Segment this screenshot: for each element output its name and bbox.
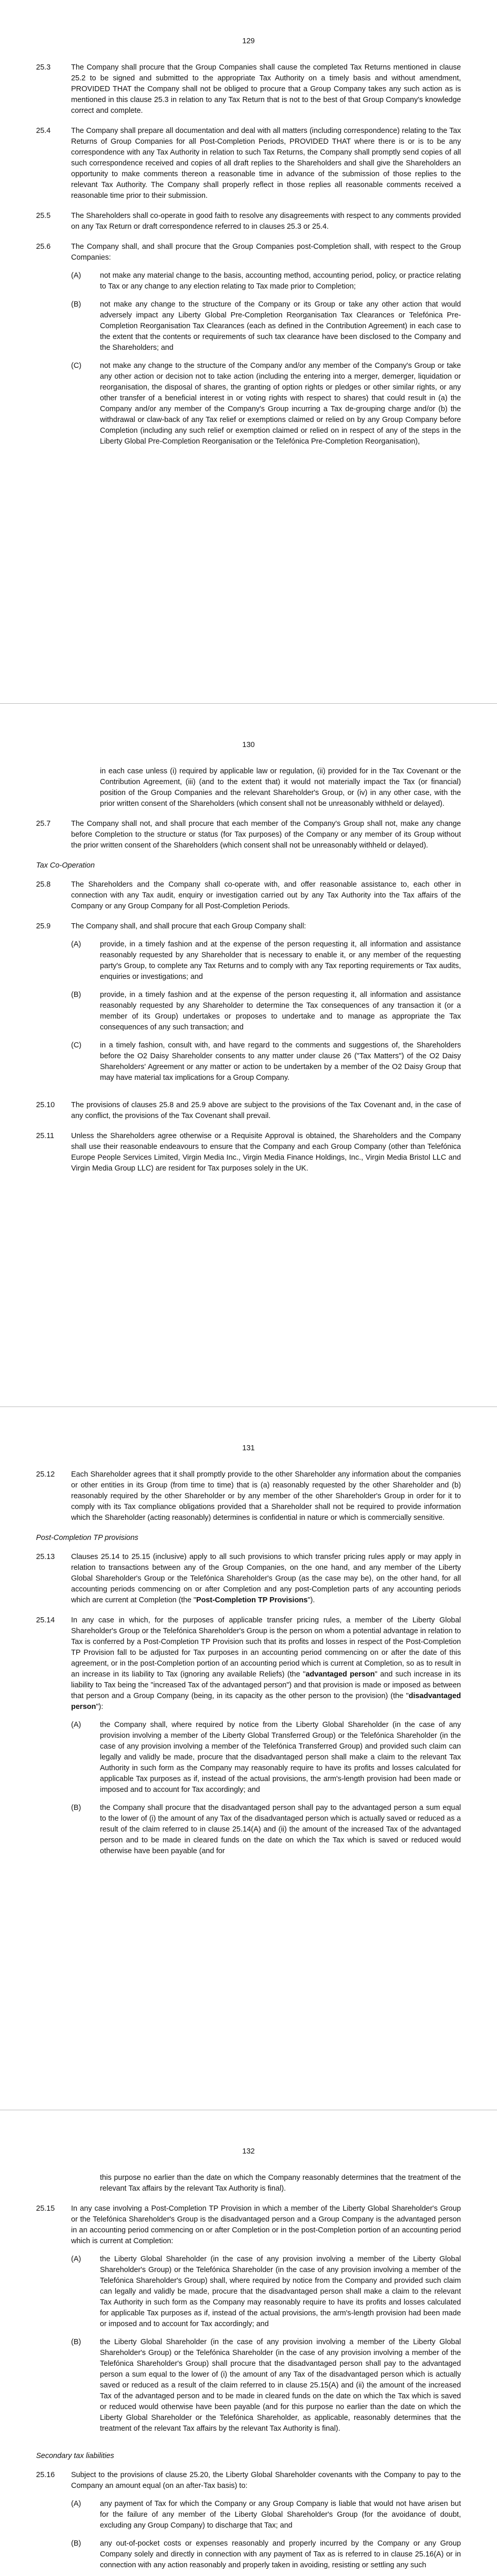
- clause-text: Each Shareholder agrees that it shall promptly provide to the other Shareholder any information about the companies or other entities in its Group (from time to time) that is (a) reasonably requested by the other Shareholder and (b) reasonably required by the other Shareholder or by any member of the other Shareholder's Group in order for it to comply with its Tax compliance obligations provided that a Shareholder shall not be required to provide information which the Shareholder (acting reasonably) determines is confidential in nature or which is commercially sensitive.: [71, 1470, 461, 1522]
- sub-clause-label: (A): [71, 2255, 81, 2263]
- sub-clause-text: not make any change to the structure of the Company and/or any member of the Company's Group or take any other action or decision not to take action (including the entering into a merger, demerger, liquidation or reorganisation, the disposal of shares, the granting of option rights or pledges or other similar rights, or any other transfer of a beneficial interest in or voting rights with respect to shares) that could result in (a) the Company and/or any member of the Company's Group incurring a Tax de-grouping charge and/or (b) the withdrawal or claw-back of any Tax relief or exemptions claimed or relied on by any Group Company before Completion (including any such relief or exemption claimed or relied on in respect of any of the steps in the Liberty Global Pre-Completion Reorganisation or the Telefónica Pre-Completion Reorganisation),: [100, 362, 461, 446]
- clause-number: 25.9: [36, 922, 51, 930]
- clause-text-part: Clauses 25.14 to 25.15 (inclusive) apply to all such provisions to which transfer pricing rules apply or may apply in relation to transactions between any of the Group Companies, on the one hand, and any member of the Liberty Global Shareholder's Group or the Telefónica Shareholder's Group (as the case may be), on the other hand, for all accounting periods commencing on or after Completion and any post-Completion parts of any accounting periods which are current at Completion (the ": [71, 1553, 461, 1604]
- sub-clause-text: not make any change to the structure of the Company or its Group or take any other action that would adversely impact any Liberty Global Pre-Completion Reorganisation Tax Clearances or Telefónica Pre-Completion Reorganisation Tax Clearances (each as defined in the Contribution Agreement) in each case to the extent that the contents or requirements of such tax clearance have been disclosed to the Company and the Shareholders; and: [100, 300, 461, 352]
- clause-number: 25.10: [36, 1101, 55, 1109]
- section-heading: Post-Completion TP provisions: [36, 1534, 139, 1542]
- clause-intro: The Company shall, and shall procure that the Group Companies post-Completion shall, with respect to the Group Companies:: [71, 243, 461, 262]
- sub-clause-label: (A): [71, 1721, 81, 1729]
- clause-intro: In any case involving a Post-Completion TP Provision in which a member of the Liberty Global Shareholder's Group or the Telefónica Shareholder's Group is the disadvantaged person and a Group Company is the advantaged person in an accounting period commencing on or after Completion or in the post-Completion portion of an accounting period which is current at Completion:: [71, 2205, 461, 2245]
- document-page: [0, 1406, 497, 2110]
- sub-clause: [71, 990, 461, 1033]
- defined-term: Post-Completion TP Provisions: [196, 1596, 308, 1604]
- sub-clause: [71, 939, 461, 982]
- sub-clause-label: (C): [71, 362, 82, 370]
- sub-clause-label: (C): [71, 1041, 82, 1049]
- sub-clause-text: provide, in a timely fashion and at the expense of the person requesting it, all information and assistance reasonably requested by any Shareholder that is necessary to enable it, or any member of the requesting party's Group, to complete any Tax Returns and to comply with any Tax reporting requirements or Tax audits, enquiries or investigations; and: [100, 940, 461, 981]
- clause-text-part: " and such increase in its liability to Tax being the "increased Tax of the advantaged person") and that provision is made or imposed as between that person and a Group Company (being, in its capacity as the other person to the provision) (the ": [71, 1670, 461, 1700]
- clause-text: [71, 1615, 461, 1864]
- clause-number: 25.14: [36, 1616, 55, 1624]
- clause-number: 25.7: [36, 820, 51, 828]
- clause-text: The provisions of clauses 25.8 and 25.9 above are subject to the provisions of the Tax Covenant and, in the case of any conflict, the provisions of the Tax Covenant shall prevail.: [71, 1101, 461, 1120]
- clause-text-part: "):: [96, 1703, 104, 1711]
- sub-clause-label: (B): [71, 300, 81, 309]
- clause: [36, 2470, 461, 2576]
- sub-clause: [71, 2254, 461, 2330]
- page-number: 130: [242, 741, 255, 749]
- page-number: 132: [242, 2147, 255, 2156]
- sub-clause: [71, 1720, 461, 1795]
- clause-text: The Company shall procure that the Group Companies shall cause the completed Tax Returns mentioned in clause 25.2 to be signed and submitted to the appropriate Tax Authority on a timely basis and without amendment, PROVIDED THAT the Company shall not be obliged to procure that a Group Company takes any such action as is mentioned in this clause 25.3 in relation to any Tax Return that is not to the best of that Group Company's knowledge correct and complete.: [71, 63, 461, 115]
- sub-clause-label: (A): [71, 2500, 81, 2508]
- clause-text: The Shareholders and the Company shall co-operate with, and offer reasonable assistance to, each other in connection with any Tax audit, enquiry or investigation carried out by any Tax Authority into the Tax affairs of the Company or any Group Company for all Post-Completion Periods.: [71, 880, 461, 910]
- clause: [36, 1100, 461, 1122]
- clause-text: Unless the Shareholders agree otherwise or a Requisite Approval is obtained, the Shareholders and the Company shall use their reasonable endeavours to ensure that the Company and each Group Company (other than Telefónica Europe People Services Limited, Virgin Media Inc., Virgin Media Finance Holdings, Inc., Virgin Media Bristol LLC and Virgin Media Group LLC) are resident for Tax purposes solely in the UK.: [71, 1132, 461, 1173]
- clause-text: The Company shall not, and shall procure that each member of the Company's Group shall not, make any change before Completion to the structure or status (for Tax purposes) of the Company or any member of its Group without the prior written consent of the Shareholders (which consent shall not be unreasonably withheld or delayed).: [71, 820, 461, 850]
- page-number: 131: [242, 1444, 255, 1452]
- clause-number: 25.6: [36, 243, 51, 251]
- sub-clause: [71, 2499, 461, 2531]
- clause-number: 25.11: [36, 1132, 55, 1140]
- continuation-text: in each case unless (i) required by applicable law or regulation, (ii) provided for in the Tax Covenant or the Contribution Agreement, (iii) (and to the extent that) it would not materially impact the Tax (or financial) position of the Group Companies and the relevant Shareholder's Group, or (iv) in any other case, with the prior written consent of the Shareholders (which consent shall not be unreasonably withheld or delayed).: [100, 767, 461, 808]
- clause-number: 25.12: [36, 1470, 55, 1479]
- sub-clause: [71, 2337, 461, 2434]
- defined-term: disadvantaged person: [71, 1692, 461, 1711]
- clause-text: [71, 921, 461, 1091]
- clause-number: 25.13: [36, 1553, 55, 1561]
- sub-clause: [71, 361, 461, 447]
- clause: [36, 2204, 461, 2442]
- section-heading: Secondary tax liabilities: [36, 2452, 114, 2460]
- sub-clause: [71, 270, 461, 292]
- clause-text: [71, 1552, 461, 1606]
- clause-intro: The Company shall, and shall procure that each Group Company shall:: [71, 922, 306, 930]
- clause: [36, 1131, 461, 1174]
- sub-clause-text: any out-of-pocket costs or expenses reasonably and properly incurred by the Company or any Group Company solely and directly in connection with any payment of Tax as is referred to in clause 25.16(A) or in connection with any action reasonably and properly taken in avoiding, resisting or settling any such: [100, 2539, 461, 2569]
- clause-text: The Company shall prepare all documentation and deal with all matters (including correspondence) relating to the Tax Returns of Group Companies for all Post-Completion Periods, PROVIDED THAT where there is or is to be any correspondence with any Tax Authority in relation to such Tax Returns, the Company shall promptly send copies of all such correspondence received and copies of all draft replies to the Shareholders and shall give the Shareholders an opportunity to make comments thereon a reasonable time in advance of the submission of those replies to the relevant Tax Authority. The Company shall properly reflect in those replies all reasonable comments received a reasonable time prior to their submission.: [71, 127, 461, 200]
- document-page: [0, 2110, 497, 2576]
- sub-clause: [71, 1040, 461, 1083]
- clause: [36, 1615, 461, 1864]
- sub-clause-text: the Company shall procure that the disadvantaged person shall pay to the advantaged person a sum equal to the lower of (i) the amount of any Tax of the disadvantaged person which is actually saved or reduced as a result of the claim referred to in clause 25.14(A) and (ii) the amount of the increased Tax of the advantaged person and to be made in cleared funds on the date on which the Tax which is saved or reduced would otherwise have been payable (and for: [100, 1804, 461, 1855]
- section-heading: Tax Co-Operation: [36, 861, 95, 870]
- clause-text-part: In any case in which, for the purposes of applicable transfer pricing rules, a member of the Liberty Global Shareholder's Group or the Telefónica Shareholder's Group is the person on whom a potential advantage in relation to Tax is conferred by a Post-Completion TP Provision such that its profits and losses in respect of the Post-Completion TP Provision fall to be adjusted for Tax purposes in an accounting period commencing on or after the date of this agreement, or in the post-Completion portion of an accounting period which is current at Completion, so as to result in an increase in its liability to Tax (ignoring any available Reliefs) (the ": [71, 1616, 461, 1679]
- sub-clause-label: (B): [71, 2338, 81, 2346]
- clause: [36, 819, 461, 851]
- clause: [36, 211, 461, 232]
- clause-number: 25.8: [36, 880, 51, 889]
- defined-term: advantaged person: [305, 1670, 375, 1679]
- sub-clause-text: provide, in a timely fashion and at the expense of the person requesting it, all information and assistance reasonably requested by any Shareholder to determine the Tax consequences of any transaction it (or a member of its Group) undertakes or proposes to undertake and to manage as appropriate the Tax consequences of any such transaction; and: [100, 991, 461, 1031]
- clause-text: The Shareholders shall co-operate in good faith to resolve any disagreements with respect to any comments provided on any Tax Return or draft correspondence referred to in clauses 25.3 or 25.4.: [71, 212, 461, 231]
- clause: [36, 1552, 461, 1606]
- sub-clause-label: (A): [71, 272, 81, 280]
- sub-clause-text: not make any material change to the basis, accounting method, accounting period, policy, or practice relating to Tax or any change to any election relating to Tax made prior to Completion;: [100, 272, 461, 291]
- clause: [36, 242, 461, 454]
- clause-text: [71, 242, 461, 454]
- sub-clause-text: the Company shall, where required by notice from the Liberty Global Shareholder (in the case of any provision involving a member of the Liberty Global Transferred Group) or the Telefónica Shareholder (in the case of any provision involving a member of the Telefónica Transferred Group) and provided such claim can legally and validly be made, procure that the disadvantaged person shall make a claim to the relevant Tax Authority in such form as the Company may reasonably require to have its profits and losses calculated for applicable Tax purposes as if, instead of the actual provisions, the arm's-length provision had been made or imposed and to account for Tax accordingly; and: [100, 1721, 461, 1794]
- clause-text: [71, 2204, 461, 2442]
- document-page: [0, 0, 497, 703]
- sub-clause: [71, 1803, 461, 1857]
- sub-clause-text: the Liberty Global Shareholder (in the case of any provision involving a member of the Liberty Global Shareholder's Group) or the Telefónica Shareholder (in the case of any provision involving a member of the Telefónica Shareholder's Group) shall procure that the disadvantaged person shall pay to the advantaged person a sum equal to the lower of (i) the amount of any Tax of the disadvantaged person which is actually saved or reduced as a result of the claim referred to in clause 25.15(A) and (ii) the amount of the increased Tax of the advantaged person and to be made in cleared funds on the date on which the Tax which is saved or reduced would otherwise have been payable (and for this purpose no earlier than the date on which the Liberty Global Shareholder or the Telefónica Shareholder, as applicable, reasonably determines that the treatment of the relevant Tax affairs by the relevant Tax Authority is final).: [100, 2338, 461, 2433]
- clause-number: 25.4: [36, 127, 51, 135]
- clause-intro: [71, 1615, 461, 1713]
- sub-clause: [71, 299, 461, 353]
- sub-clause: [71, 2538, 461, 2571]
- clause-text-part: ").: [307, 1596, 315, 1604]
- sub-clause-text: the Liberty Global Shareholder (in the case of any provision involving a member of the Liberty Global Shareholder's Group) or the Telefónica Shareholder (in the case of any provision involving a member of the Telefónica Shareholder's Group) shall, where required by notice from the Company and provided such claim can legally and validly be made, procure that the disadvantaged person shall make a claim to the relevant Tax Authority in such form as the Company may reasonably require to have its profits and losses calculated for applicable Tax purposes as if, instead of the actual provisions, the arm's-length provision had been made or imposed and to account for Tax accordingly; and: [100, 2255, 461, 2328]
- clause-text: [71, 2470, 461, 2576]
- sub-clause-text: in a timely fashion, consult with, and have regard to the comments and suggestions of, the Shareholders before the O2 Daisy Shareholder consents to any matter under clause 26 ("Tax Matters") of the O2 Daisy Shareholders' Agreement or any matter or action to be undertaken by a member of the O2 Daisy Group that may have material tax implications for a Group Company.: [100, 1041, 461, 1082]
- sub-clause-text: any payment of Tax for which the Company or any Group Company is liable that would not have arisen but for the failure of any member of the Liberty Global Shareholder's Group (for the avoidance of doubt, excluding any Group Company) to discharge that Tax; and: [100, 2500, 461, 2530]
- clause-number: 25.5: [36, 212, 51, 220]
- clause: [36, 62, 461, 116]
- clause: [36, 921, 461, 1091]
- clause-number: 25.3: [36, 63, 51, 72]
- sub-clause-label: (B): [71, 1804, 81, 1812]
- continuation-text: this purpose no earlier than the date on which the Company reasonably determines that the treatment of the relevant Tax affairs by the relevant Tax Authority is final).: [100, 2174, 461, 2193]
- clause: [36, 126, 461, 201]
- clause-intro: Subject to the provisions of clause 25.20, the Liberty Global Shareholder covenants with the Company to pay to the Company an amount equal (on an after-Tax basis) to:: [71, 2471, 461, 2490]
- document-page: [0, 703, 497, 1406]
- sub-clause-label: (B): [71, 991, 81, 999]
- sub-clause-label: (A): [71, 940, 81, 948]
- clause-number: 25.15: [36, 2205, 55, 2213]
- sub-clause-label: (B): [71, 2539, 81, 2548]
- clause: [36, 1469, 461, 1523]
- clause: [36, 879, 461, 912]
- clause-number: 25.16: [36, 2471, 55, 2479]
- page-number: 129: [242, 37, 255, 45]
